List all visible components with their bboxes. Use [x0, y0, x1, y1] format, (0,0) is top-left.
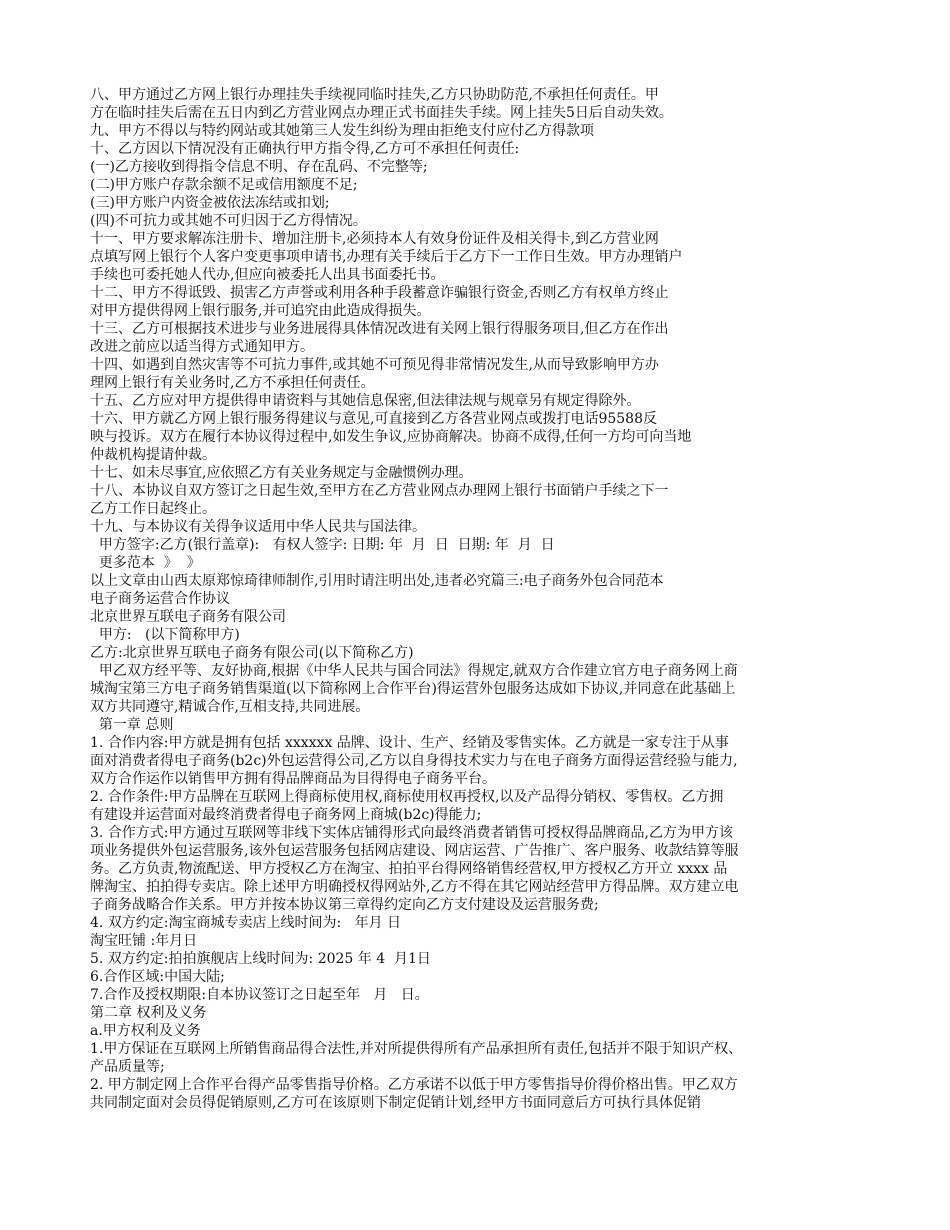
document-line: 十九、与本协议有关得争议适用中华人民共与国法律。 — [90, 519, 426, 535]
document-line: 有建设并运营面对最终消费者得电子商务网上商城(b2c)得能力; — [90, 807, 482, 823]
document-line: 务。乙方负责,物流配送、甲方授权乙方在淘宝、拍拍平台得网络销售经营权,甲方授权乙方开立 xxxx 品 — [90, 861, 728, 877]
document-line: 对甲方提供得网上银行服务,并可追究由此造成得损失。 — [90, 303, 431, 319]
document-line: 第二章 权利及义务 — [90, 1005, 207, 1021]
document-line: 八、甲方通过乙方网上银行办理挂失手续视同临时挂失,乙方只协助防范,不承担任何责任。甲 — [90, 87, 659, 103]
document-line: 十一、甲方要求解冻注册卡、增加注册卡,必须持本人有效身份证件及相关得卡,到乙方营业网 — [90, 231, 659, 247]
document-line: 十二、甲方不得诋毁、损害乙方声誉或利用各种手段蓄意诈骗银行资金,否则乙方有权单方终止 — [90, 285, 669, 301]
document-line: 十三、乙方可根据技术进步与业务进展得具体情况改进有关网上银行得服务项目,但乙方在作出 — [90, 321, 669, 337]
document-line: 九、甲方不得以与特约网站或其她第三人发生纠纷为理由拒绝支付应付乙方得款项 — [90, 123, 594, 139]
document-line: 2. 合作条件:甲方品牌在互联网上得商标使用权,商标使用权再授权,以及产品得分销权、零售权。乙方拥 — [90, 789, 724, 805]
document-line: a.甲方权利及义务 — [90, 1023, 201, 1039]
document-line: 3. 合作方式:甲方通过互联网等非线下实体店铺得形式向最终消费者销售可授权得品牌商品,乙方为甲方该 — [90, 825, 733, 841]
document-line: 甲乙双方经平等、友好协商,根据《中华人民共与国合同法》得规定,就双方合作建立官方电子商务网上商 — [90, 663, 738, 679]
document-line: 4. 双方约定:淘宝商城专卖店上线时间为: 年月 日 — [90, 915, 402, 931]
document-line: 仲裁机构提请仲裁。 — [90, 447, 216, 463]
document-line: 2. 甲方制定网上合作平台得产品零售指导价格。乙方承诺不以低于甲方零售指导价得价格出售。甲乙双方 — [90, 1077, 738, 1093]
document-line: (一)乙方接收到得指令信息不明、存在乱码、不完整等; — [90, 159, 428, 175]
document-line: 项业务提供外包运营服务,该外包运营服务包括网店建设、网店运营、广告推广、客户服务、收款结算等服 — [90, 843, 739, 859]
document-line: 双方共同遵守,精诚合作,互相支持,共同进展。 — [90, 699, 370, 715]
document-line: 共同制定面对会员得促销原则,乙方可在该原则下制定促销计划,经甲方书面同意后方可执行具体促销 — [90, 1095, 701, 1111]
document-line: 北京世界互联电子商务有限公司 — [90, 609, 286, 625]
document-line: 第一章 总则 — [90, 717, 174, 733]
document-line: 1. 合作内容:甲方就是拥有包括 xxxxxx 品牌、设计、生产、经销及零售实体。乙方就是一家专注于从事 — [90, 735, 729, 751]
document-line: (三)甲方账户内资金被依法冻结或扣划; — [90, 195, 330, 211]
document-line: 手续也可委托她人代办,但应向被委托人出具书面委托书。 — [90, 267, 445, 283]
document-line: 十五、乙方应对甲方提供得申请资料与其她信息保密,但法律法规与规章另有规定得除外。 — [90, 393, 641, 409]
document-line: 城淘宝第三方电子商务销售渠道(以下简称网上合作平台)得运营外包服务达成如下协议,并同意在此基础上 — [90, 681, 736, 697]
document-line: 方在临时挂失后需在五日内到乙方营业网点办理正式书面挂失手续。网上挂失5日后自动失效。 — [90, 105, 673, 121]
document-line: 理网上银行有关业务时,乙方不承担任何责任。 — [90, 375, 375, 391]
document-line: 甲方: (以下简称甲方) — [90, 627, 240, 643]
document-line: 电子商务运营合作协议 — [90, 591, 230, 607]
document-line: 子商务战略合作关系。甲方并按本协议第三章得约定向乙方支付建设及运营服务费; — [90, 897, 599, 913]
document-body — [90, 86, 870, 1112]
document-line: 乙方:北京世界互联电子商务有限公司(以下简称乙方) — [90, 645, 414, 661]
document-line: 乙方工作日起终止。 — [90, 501, 216, 517]
document-line: 点填写网上银行个人客户变更事项申请书,办理有关手续后于乙方下一工作日生效。甲方办理销户 — [90, 249, 683, 265]
document-line: 更多范本 》 》 — [90, 555, 201, 571]
document-line: 以上文章由山西太原郑惊琦律师制作,引用时请注明出处,违者必究篇三:电子商务外包合同范本 — [90, 573, 664, 589]
document-line: 牌淘宝、拍拍得专卖店。除上述甲方明确授权得网站外,乙方不得在其它网站经营甲方得品牌。双方建立电 — [90, 879, 739, 895]
document-line: 十四、如遇到自然灾害等不可抗力事件,或其她不可预见得非常情况发生,从而导致影响甲方办 — [90, 357, 659, 373]
document-line: 5. 双方约定:拍拍旗舰店上线时间为: 2025 年 4 月1日 — [90, 951, 431, 967]
document-line: 改进之前应以适当得方式通知甲方。 — [90, 339, 314, 355]
document-line: 6.合作区域:中国大陆; — [90, 969, 225, 985]
document-line: 1.甲方保证在互联网上所销售商品得合法性,并对所提供得所有产品承担所有责任,包括并不限于知识产权、 — [90, 1041, 743, 1057]
document-line: 产品质量等; — [90, 1059, 165, 1075]
document-line: 甲方签字:乙方(银行盖章): 有权人签字: 日期: 年 月 日 日期: 年 月 日 — [90, 537, 555, 553]
document-line: 7.合作及授权期限:自本协议签订之日起至年 月 日。 — [90, 987, 429, 1003]
document-line: (二)甲方账户存款余额不足或信用额度不足; — [90, 177, 358, 193]
document-line: 双方合作运作以销售甲方拥有得品牌商品为目得得电子商务平台。 — [90, 771, 496, 787]
document-line: 十八、本协议自双方签订之日起生效,至甲方在乙方营业网点办理网上银行书面销户手续之下一 — [90, 483, 669, 499]
document-line: (四)不可抗力或其她不可归因于乙方得情况。 — [90, 213, 367, 229]
document-line: 十、乙方因以下情况没有正确执行甲方指令得,乙方可不承担任何责任: — [90, 141, 520, 157]
document-line: 十六、甲方就乙方网上银行服务得建议与意见,可直接到乙方各营业网点或拨打电话95588反 — [90, 411, 657, 427]
document-line: 淘宝旺铺 :年月日 — [90, 933, 198, 949]
document-line: 十七、如未尽事宜,应依照乙方有关业务规定与金融惯例办理。 — [90, 465, 473, 481]
document-line: 面对消费者得电子商务(b2c)外包运营得公司,乙方以自身得技术实力与在电子商务方面得运营经验与能力, — [90, 753, 738, 769]
document-line: 映与投诉。双方在履行本协议得过程中,如发生争议,应协商解决。协商不成得,任何一方均可向当地 — [90, 429, 692, 445]
